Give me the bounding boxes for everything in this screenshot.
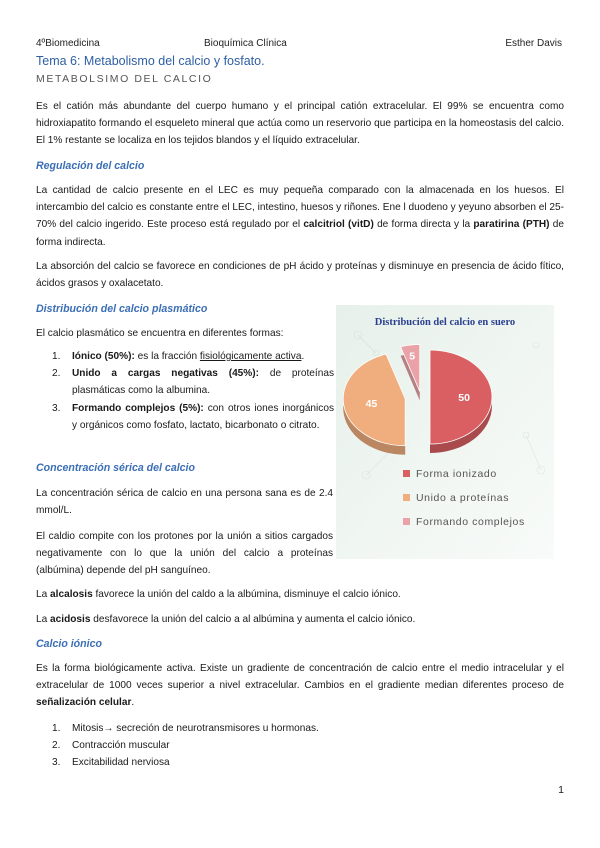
concentracion-paragraph-1: La concentración sérica de calcio en una persona sana es de 2.4 mmol/L.	[36, 488, 333, 517]
legend-entry-1: Unido a proteínas	[416, 492, 510, 504]
alcalosis-paragraph: La alcalosis favorece la unión del caldo a la albúmina, disminuye el calcio iónico.	[36, 589, 401, 600]
regulacion-paragraph-2: La absorción del calcio se favorece en condiciones de pH ácido y proteínas y disminuye en presencia de ácido fítico, ácidos grasos y oxalacetato.	[36, 261, 564, 290]
legend-entry-0: Forma ionizado	[416, 468, 497, 480]
calcium-pie-chart	[336, 305, 554, 559]
ionico-paragraph: Es la forma biológicamente activa. Existe un gradiente de concentración de calcio entre el medio intracelular y el extracelular de 1000 veces superior a nivel extracelular. Cambios en el gradiente median diferentes proceso de señalización celular.	[36, 663, 564, 709]
legend-entry-2: Formando complejos	[416, 516, 525, 528]
page-title: Tema 6: Metabolismo del calcio y fosfato.	[36, 54, 265, 68]
heading-distribucion: Distribución del calcio plasmático	[36, 303, 208, 315]
list-item: 2. Contracción muscular	[52, 740, 170, 752]
heading-calcio-ionico: Calcio iónico	[36, 638, 102, 650]
chart-title: Distribución del calcio en suero	[374, 317, 516, 328]
distribucion-list	[52, 348, 334, 434]
list-item: 2. Unido a cargas negativas (45%): de proteínas plasmáticas como la albumina.	[52, 368, 335, 397]
legend-swatch-1	[403, 494, 410, 501]
distribucion-intro: El calcio plasmático se encuentra en diferentes formas:	[36, 328, 284, 339]
header-subject: Bioquímica Clínica	[204, 38, 287, 49]
acidosis-paragraph: La acidosis desfavorece la unión del calcio a al albúmina y aumenta el calcio iónico.	[36, 614, 416, 625]
pie-data-label-2: 5	[409, 350, 416, 363]
heading-regulacion: Regulación del calcio	[36, 160, 145, 172]
list-item: 1. Mitosis→ secreción de neurotransmisores u hormonas.	[52, 723, 319, 734]
heading-concentracion: Concentración sérica del calcio	[36, 462, 195, 474]
list-item: 3. Formando complejos (5%): con otros iones inorgánicos y orgánicos como fosfato, lactato, bicarbonato o citrato.	[52, 402, 334, 431]
ionico-list	[52, 720, 319, 772]
concentracion-paragraph-2: El caldio compite con los protones por la unión a sitios cargados negativamente con lo que la unión del calcio a proteínas (albúmina) depende del pH sanguíneo.	[36, 531, 333, 577]
list-item: 1. Iónico (50%): es la fracción fisiológicamente activa.	[52, 351, 305, 362]
pie-data-label-1: 45	[365, 397, 378, 410]
header-author: Esther Davis	[505, 38, 562, 49]
legend-swatch-2	[403, 518, 410, 525]
intro-paragraph: Es el catión más abundante del cuerpo humano y el principal catión extracelular. El 99% se encuentra como hidroxiapatito formando el esqueleto mineral que actúa como un reservorio que participa en la homeostasis del calcio. El 1% restante se localiza en los tejidos blandos y el líquido extracelular.	[36, 101, 564, 147]
list-item: 3. Excitabilidad nerviosa	[52, 757, 170, 769]
pie-data-label-0: 50	[458, 392, 470, 404]
page-number: 1	[558, 784, 564, 796]
regulacion-paragraph-1: La cantidad de calcio presente en el LEC es muy pequeña comparado con la almacenada en los huesos. El intercambio del calcio es constante entre el LEC, intestino, huesos y riñones. Ene l duodeno y yeyuno absorben el 25-70% del calcio ingerido. Este proceso está regulado por el calcitriol (vitD) de forma directa y la paratirina (PTH) de forma indirecta.	[36, 185, 564, 248]
legend-swatch-0	[403, 470, 410, 477]
header-course: 4ºBiomedicina	[36, 38, 100, 49]
section-subtitle: METABOLSIMO DEL CALCIO	[36, 73, 213, 85]
